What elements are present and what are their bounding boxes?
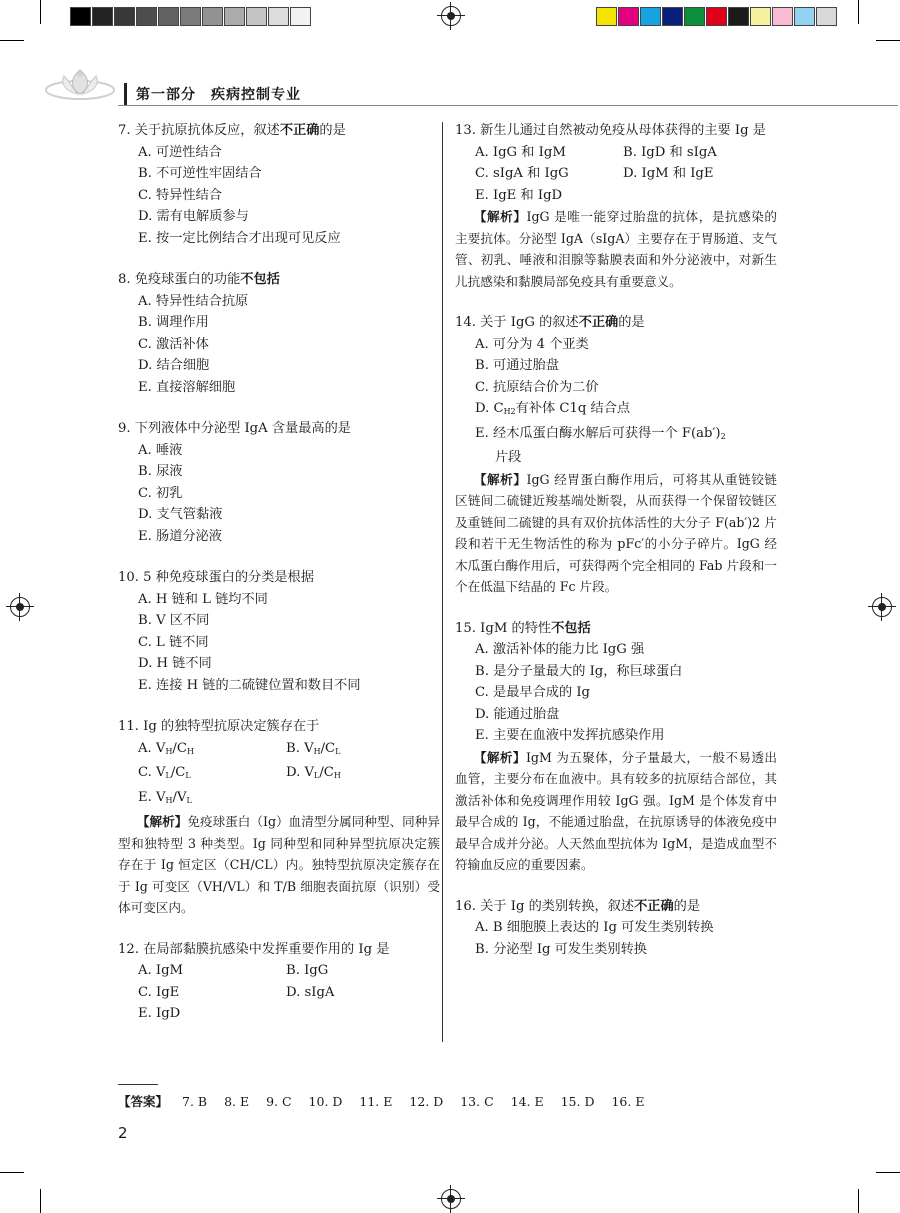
option: D. 结合细胞 (138, 358, 210, 373)
option: D. 需有电解质参与 (138, 209, 249, 224)
swatch (728, 7, 749, 26)
question-stem: 13. 新生儿通过自然被动免疫从母体获得的主要 Ig 是 (455, 123, 766, 138)
swatch (202, 7, 223, 26)
option: B. 尿液 (138, 464, 183, 479)
question-stem: 16. 关于 Ig 的类别转换，叙述不正确的是 (455, 898, 701, 914)
explanation: 【解析】IgG 经胃蛋白酶作用后，可将其从重链铰链区链间二硫键近羧基端处断裂，从而获得一个保留铰链区及重链间二硫键的具有双价抗体活性的大分子 F(ab′)2 片段和若干无生物活性的称为 pFc′的小分子碎片。IgG 经木瓜蛋白酶作用后，可获得两个完全相同的 Fab 片段和一个在低温下结晶的 Fc 片段。 (455, 471, 777, 594)
option: A. B 细胞膜上表达的 Ig 可发生类别转换 (475, 920, 714, 935)
footnote-rule (118, 1084, 158, 1085)
swatch (290, 7, 311, 26)
option: C. 激活补体 (138, 336, 209, 352)
answer-key (118, 1092, 657, 1110)
swatch (224, 7, 245, 26)
option: D. $V_L/C_H$ (286, 765, 341, 780)
swatch (70, 7, 91, 26)
option: A. 可分为 4 个亚类 (475, 336, 589, 352)
question-12 (118, 939, 440, 1025)
option: E. 肠道分泌液 (138, 528, 222, 544)
swatch (794, 7, 815, 26)
option: D. 能通过胎盘 (475, 706, 560, 722)
option: B. 不可逆性牢固结合 (138, 166, 262, 181)
explanation: 【解析】免疫球蛋白（Ig）血清型分属同种型、同种异型和独特型 3 种类型。Ig 同种型和同种异型抗原决定簇存在于 Ig 恒定区（CH/CL）内。独特型抗原决定簇存在于 Ig 可变区（VH/VL）和 T/B 细胞表面抗原（识别）受体可变区内。 (118, 814, 440, 915)
explanation: 【解析】IgM 为五聚体，分子量最大，一般不易透出血管，主要分布在血液中。具有较多的抗原结合部位，其激活补体和免疫调理作用较 IgG 强。IgM 是个体发育中最早合成的 Ig，不能通过胎盘，在抗原诱导的体液免疫中最早合成并分泌。人天然血型抗体为 IgM，是造成血型不符输血反应的重要因素。 (455, 749, 778, 872)
swatch (750, 7, 771, 26)
option: E. IgD (138, 1006, 181, 1021)
question-stem: 9. 下列液体中分泌型 IgA 含量最高的是 (118, 421, 351, 436)
column-divider (442, 122, 443, 1042)
question-7 (118, 120, 440, 249)
option: C. 是最早合成的 Ig (475, 685, 590, 700)
option: A. IgM (138, 963, 184, 978)
option: E. 连接 H 链的二硫键位置和数目不同 (138, 677, 361, 693)
swatch (816, 7, 837, 26)
option: B. V 区不同 (138, 613, 210, 628)
registration-mark-icon (441, 1189, 461, 1209)
question-stem: 15. IgM 的特性不包括 (455, 620, 591, 636)
option: E. 经木瓜蛋白酶水解后可获得一个 $F(ab')_2$ 片段 (475, 425, 726, 465)
option: E. $V_H/V_L$ (138, 789, 192, 805)
question-stem: 11. Ig 的独特型抗原决定簇存在于 (118, 719, 320, 734)
registration-mark-icon (872, 597, 892, 617)
option: E. 直接溶解细胞 (138, 379, 236, 395)
answer-item: 9. C (266, 1094, 292, 1109)
answer-item: 11. E (359, 1094, 393, 1109)
explanation: 【解析】IgG 是唯一能穿过胎盘的抗体，是抗感染的主要抗体。分泌型 IgA（sIgA）主要存在于胃肠道、支气管、初乳、唾液和泪腺等黏膜表面和外分泌液中，对新生儿抗感染和黏膜局部免疫具有重要意义。 (455, 209, 777, 289)
answer-item: 15. D (560, 1094, 595, 1109)
option: D. H 链不同 (138, 656, 212, 671)
question-15 (455, 618, 777, 876)
option: B. $V_H/C_L$ (286, 740, 341, 756)
answer-item: 12. D (409, 1094, 444, 1109)
option: B. 可通过胎盘 (475, 358, 560, 373)
option: E. 按一定比例结合才出现可见反应 (138, 230, 341, 246)
answer-item: 16. E (611, 1094, 645, 1109)
option: D. sIgA (286, 984, 335, 1000)
answer-item: 8. E (224, 1094, 250, 1109)
swatch (92, 7, 113, 26)
option: B. IgG (286, 963, 329, 978)
option-grid (118, 738, 440, 812)
option: B. 调理作用 (138, 315, 209, 330)
swatch (246, 7, 267, 26)
question-stem: 7. 关于抗原抗体反应，叙述不正确的是 (118, 123, 346, 138)
header-accent-bar (124, 83, 127, 105)
question-8 (118, 269, 440, 398)
swatch (136, 7, 157, 26)
header-divider (118, 105, 898, 106)
swatch (268, 7, 289, 26)
option: C. 抗原结合价为二价 (475, 379, 599, 395)
answer-item: 10. D (308, 1094, 343, 1109)
right-column (455, 120, 777, 980)
swatch (596, 7, 617, 26)
swatch (684, 7, 705, 26)
question-14 (455, 312, 777, 598)
swatch (618, 7, 639, 26)
option: C. IgE (138, 984, 180, 1000)
option: A. 唾液 (138, 442, 183, 458)
answer-item: 7. B (182, 1094, 208, 1109)
swatch (640, 7, 661, 26)
option: D. $C_{H2}$有补体 C1q 结合点 (475, 401, 631, 416)
option: C. 特异性结合 (138, 187, 222, 203)
option: A. IgG 和 IgM (475, 144, 566, 160)
question-stem: 14. 关于 IgG 的叙述不正确的是 (455, 315, 645, 330)
option: C. sIgA 和 IgG (475, 166, 569, 181)
option: E. 主要在血液中发挥抗感染作用 (475, 728, 665, 743)
question-stem: 10. 5 种免疫球蛋白的分类是根据 (118, 570, 314, 585)
option-grid (118, 960, 440, 1025)
answer-item: 14. E (510, 1094, 544, 1109)
question-stem: 12. 在局部黏膜抗感染中发挥重要作用的 Ig 是 (118, 941, 390, 957)
option: C. $V_L/C_L$ (138, 765, 191, 780)
option: C. L 链不同 (138, 634, 209, 650)
swatch (158, 7, 179, 26)
option: A. H 链和 L 链均不同 (138, 591, 268, 607)
question-11 (118, 716, 440, 919)
question-10 (118, 567, 440, 696)
option: E. IgE 和 IgD (475, 187, 563, 203)
registration-mark-icon (10, 597, 30, 617)
option: B. IgD 和 sIgA (623, 144, 717, 160)
answer-item: 13. C (460, 1094, 494, 1109)
question-13 (455, 120, 777, 292)
section-title: 第一部分 疾病控制专业 (136, 87, 301, 103)
swatch (772, 7, 793, 26)
option: A. 特异性结合抗原 (138, 293, 249, 309)
lotus-logo-icon (40, 60, 120, 108)
option: A. $V_H/C_H$ (138, 740, 194, 756)
option: B. 分泌型 Ig 可发生类别转换 (475, 941, 647, 957)
left-column (118, 120, 440, 1045)
registration-mark-icon (441, 6, 461, 26)
swatch (706, 7, 727, 26)
option: C. 初乳 (138, 485, 183, 501)
option: D. 支气管黏液 (138, 507, 223, 522)
page-number: 2 (118, 1124, 128, 1142)
question-stem: 8. 免疫球蛋白的功能不包括 (118, 272, 280, 287)
option: A. 可逆性结合 (138, 144, 222, 160)
swatch (180, 7, 201, 26)
question-16 (455, 896, 777, 961)
swatch (662, 7, 683, 26)
swatch (114, 7, 135, 26)
option: A. 激活补体的能力比 IgG 强 (475, 642, 645, 657)
question-9 (118, 418, 440, 547)
answer-label: 【答案】 (118, 1094, 169, 1109)
option: D. IgM 和 IgE (623, 166, 714, 181)
option: B. 是分子量最大的 Ig，称巨球蛋白 (475, 663, 683, 679)
option-grid (455, 142, 777, 207)
